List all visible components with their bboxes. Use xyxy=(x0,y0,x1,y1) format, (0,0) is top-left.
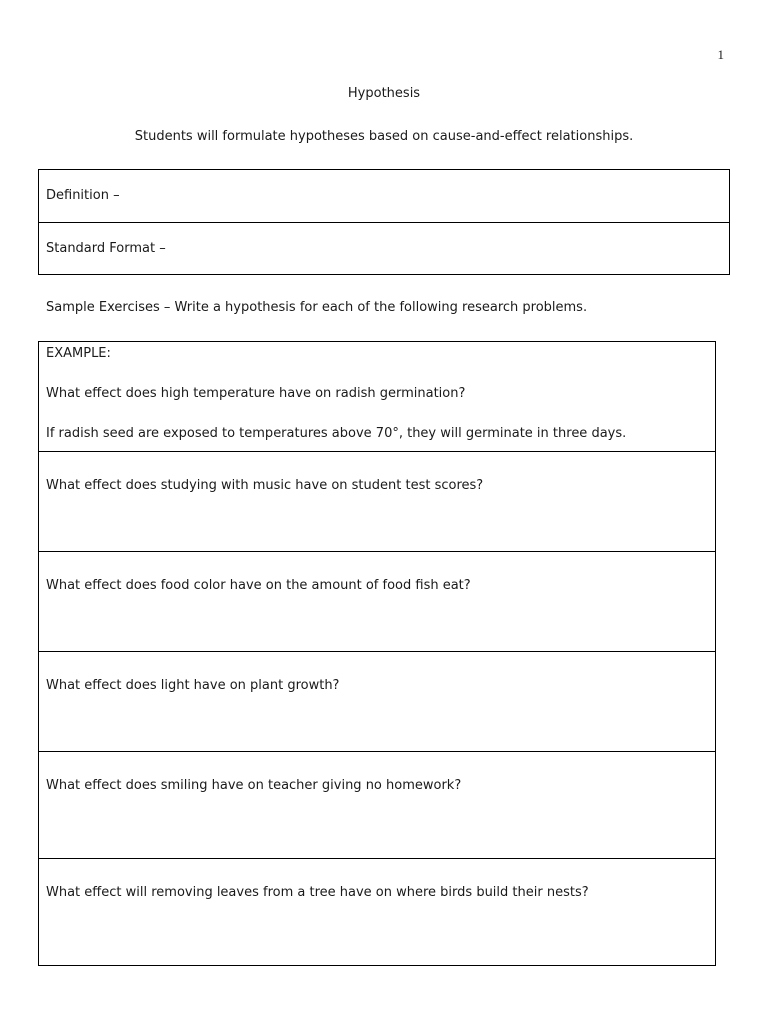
exercise-question-2 xyxy=(39,551,715,651)
example-question: What effect does high temperature have on radish germination? xyxy=(46,386,466,401)
exercise-question-4 xyxy=(39,751,715,858)
exercise-table xyxy=(38,341,716,966)
exercise-question-5 xyxy=(39,858,715,965)
standard-format-label: Standard Format – xyxy=(46,241,166,256)
sample-exercises-heading: Sample Exercises – Write a hypothesis for each of the following research problems. xyxy=(46,300,588,315)
definition-table xyxy=(38,169,730,275)
question-text: What effect does smiling have on teacher giving no homework? xyxy=(46,778,462,793)
question-text: What effect does food color have on the amount of food fish eat? xyxy=(46,578,471,593)
question-text: What effect does studying with music have on student test scores? xyxy=(46,478,484,493)
standard-format-row xyxy=(39,222,729,274)
example-cell xyxy=(39,342,715,451)
page-title: Hypothesis xyxy=(347,86,421,101)
exercise-question-1 xyxy=(39,451,715,551)
definition-row xyxy=(39,170,729,222)
objective-statement: Students will formulate hypotheses based on cause-and-effect relationships. xyxy=(134,129,634,144)
exercise-question-3 xyxy=(39,651,715,751)
question-text: What effect will removing leaves from a tree have on where birds build their nests? xyxy=(46,885,589,900)
example-answer: If radish seed are exposed to temperatures above 70°, they will germinate in three days. xyxy=(46,426,627,441)
definition-label: Definition – xyxy=(46,188,120,203)
page-number: 1 xyxy=(717,47,724,62)
question-text: What effect does light have on plant growth? xyxy=(46,678,340,693)
example-label: EXAMPLE: xyxy=(46,346,111,361)
